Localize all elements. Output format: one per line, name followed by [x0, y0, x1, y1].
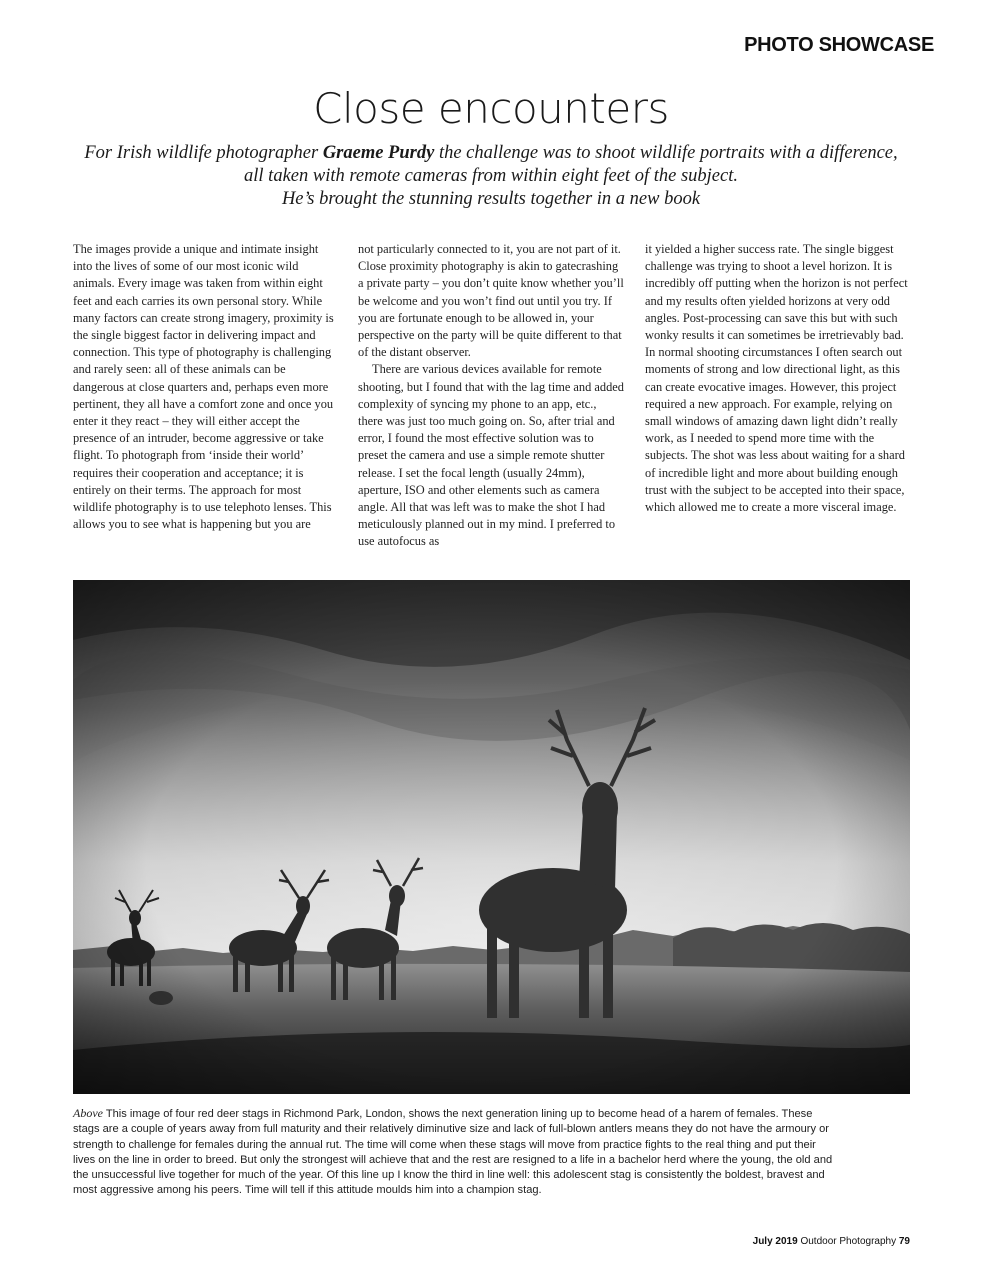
- magazine-name: Outdoor Photography: [797, 1236, 899, 1247]
- body-paragraph: not particularly connected to it, you are not part of it. Close proximity photography is akin to gatecrashing a private party – you don’t quite know whether you’ll be welcome and you won’t find out until you try. If you are fortunate enough to be allowed in, your perspective on the party will be quite different to that of the distant observer.: [358, 242, 624, 360]
- page-footer: [753, 1236, 910, 1247]
- section-label: PHOTO SHOWCASE: [744, 34, 934, 56]
- body-column-1: [73, 241, 339, 533]
- photo-caption: [73, 1106, 833, 1199]
- standfirst-line-2: all taken with remote cameras from within eight feet of the subject.: [244, 166, 738, 186]
- body-paragraph: In normal shooting circumstances I often search out moments of strong and low directional light, as this can create evocative images. However, this project required a new approach. For example, relying on small windows of amazing dawn light didn’t really work, as I needed to spend more time with the subjects. The shot was less about waiting for a shard of incredible light and more about building enough trust with the subject to be accepted into their space, which allowed me to create a more visceral image.: [645, 345, 905, 515]
- caption-lead: Above: [73, 1106, 103, 1120]
- body-column-2: [358, 241, 624, 551]
- standfirst-text: For Irish wildlife photographer: [84, 143, 323, 163]
- standfirst: [60, 142, 922, 211]
- standfirst-line-3: He’s brought the stunning results together in a new book: [281, 189, 701, 209]
- page-number: 79: [898, 1236, 910, 1247]
- standfirst-text: the challenge was to shoot wildlife portraits with a difference,: [434, 143, 898, 163]
- standfirst-line-1: [60, 142, 922, 165]
- article-title: Close encounters: [313, 84, 669, 133]
- body-column-3: [645, 241, 911, 516]
- body-paragraph: The images provide a unique and intimate insight into the lives of some of our most iconic wild animals. Every image was taken from within eight feet and each carries its own personal story. While many factors can create strong imagery, proximity is the single biggest factor in delivering impact and connection. This type of photography is challenging and rarely seen: all of these animals can be dangerous at close quarters and, perhaps even more pertinent, they all have a comfort zone and once you enter it they react – they will either accept the presence of an intruder, become aggressive or take flight. To photograph from ‘inside their world’ requires their cooperation and acceptance; it is entirely on their terms. The approach for most wildlife photography is to use telephoto lenses. This allows you to see what is happening but you are: [73, 242, 334, 532]
- body-paragraph: There are various devices available for remote shooting, but I found that with the lag time and added complexity of syncing my phone to an app, etc., there was just too much going on. So, after trial and error, I found the most effective solution was to preset the camera and use a simple remote shutter release. I set the focal length (usually 24mm), aperture, ISO and other elements such as camera angle. All that was left was to make the shot I had meticulously planned out in my mind. I preferred to use autofocus as: [358, 362, 625, 549]
- issue-date: July 2019: [752, 1236, 798, 1247]
- deer-stags-photo: [73, 580, 910, 1094]
- author-name: Graeme Purdy: [322, 143, 435, 163]
- photo-illustration: [73, 580, 910, 1094]
- body-paragraph: it yielded a higher success rate. The single biggest challenge was trying to shoot a level horizon. It is incredibly off putting when the horizon is not perfect and my results often yielded horizons at very odd angles. Post-processing can save this but with such wonky results it can sometimes be irretrievably bad.: [645, 242, 908, 343]
- caption-text: This image of four red deer stags in Richmond Park, London, shows the next generation lining up to become head of a harem of females. These stags are a couple of years away from full maturity and their relatively diminutive size and lack of full-blown antlers means they do not have the armoury or strength to challenge for females during the annual rut. The time will come when these stags will move from practice fights to the real thing and put their lives on the line in order to breed. But only the strongest will achieve that and the rest are resigned to a life in a bachelor herd where the young, the old and the unsuccessful live together for much of the year. Of this line up I know the third in line well: this adolescent stag is consistently the boldest, bravest and most aggressive among his peers. Time will tell if this attitude moulds him into a champion stag.: [73, 1108, 833, 1197]
